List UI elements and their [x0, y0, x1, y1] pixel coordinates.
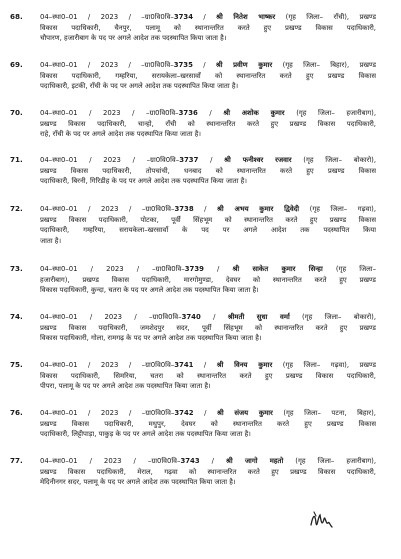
text-segment: (गृह जिला– बोकारो),	[289, 313, 376, 321]
entry-line	[40, 467, 376, 478]
text-segment: पदाधिकारी, बिरनी, गिरिडीह के पद पर अगले आदेश तक पदस्थापित किया जाता है।	[40, 177, 247, 186]
entry-line	[40, 119, 376, 130]
entry-line	[40, 323, 376, 334]
letter-number: 3739	[184, 265, 204, 273]
text-segment: प्रखण्ड विकास पदाधिकारी, मेराल, गढ़वा को स्थानान्तरित करते हुए प्रखण्ड विकास पदाधिकारी,	[40, 467, 376, 476]
entry-line	[40, 429, 376, 440]
text-segment: (गृह जिला– बिहार), प्रखण्ड	[272, 61, 376, 69]
entry-line	[40, 381, 376, 392]
text-segment: (गृह जिला– गढ़वा),	[299, 205, 376, 213]
text-segment: 04–स्था0–01 / 2023 / –ग्रा0वि0वि–	[40, 205, 175, 213]
letter-number: 3742	[174, 409, 194, 417]
officer-name: श्री अशोक कुमार	[223, 109, 285, 117]
text-segment: 04–स्था0–01 / 2023 / –ग्रा0वि0वि–	[40, 61, 174, 69]
entry-number: 71.	[10, 155, 23, 164]
text-segment: मेदिनीनगर सदर, पलामू के पद पर अगले आदेश तक पदस्थापित किया जाता है।	[40, 478, 236, 487]
letter-number: 3743	[180, 457, 200, 465]
order-entry	[10, 360, 376, 392]
text-segment: विकास पदाधिकारी, सिमरिया, चतरा को स्थानान्तरित करते हुए प्रखण्ड विकास पदाधिकारी,	[40, 371, 376, 380]
entry-line	[40, 419, 376, 430]
entry-line	[40, 60, 376, 71]
text-segment: (गृह जिला–	[322, 265, 376, 273]
text-segment: विकास पदाधिकारी, कुन्दा, चतरा के पद पर अगले आदेश तक पदस्थापित किया जाता है।	[40, 286, 259, 295]
entry-line	[40, 23, 376, 34]
text-segment: प्रखण्ड विकास पदाधिकारी, तोपचांची, धनबाद को स्थानान्तरित करते हुए प्रखण्ड विकास	[40, 166, 376, 175]
text-segment: /	[193, 409, 217, 417]
order-entry	[10, 155, 376, 187]
entry-number: 77.	[10, 456, 23, 465]
text-segment: हजारीबाग), प्रखण्ड विकास पदाधिकारी, मारगोमुण्डा, देवघर को स्थानान्तरित करते हुए प्रखण्ड	[40, 275, 376, 284]
text-segment: 04–स्था0–01 / 2023 / –ग्रा0वि0वि–	[40, 313, 182, 321]
order-entry	[10, 408, 376, 440]
text-segment: विकास पदाधिकारी, गोला, रामगढ़ के पद पर अगले आदेश तक पदस्थापित किया जाता है।	[40, 334, 262, 343]
order-entry	[10, 456, 376, 488]
text-segment: राहे, राँची के पद पर अगले आदेश तक पदस्थापित किया जाता है।	[40, 130, 201, 139]
entry-number: 75.	[10, 360, 23, 369]
entry-line	[40, 285, 376, 296]
officer-name: श्री फनीश्वर रजवार	[224, 156, 292, 164]
letter-number: 3741	[174, 361, 194, 369]
text-segment: पदाधिकारी, इटकी, राँची के पद पर अगले आदेश तक पदस्थापित किया जाता है।	[40, 82, 239, 91]
officer-name: श्रीमती सुधा वर्मा	[227, 313, 290, 321]
entry-line	[40, 236, 376, 247]
text-segment: 04–स्था0–01 / 2023 / –ग्रा0वि0वि–	[40, 409, 175, 417]
text-segment: 04–स्था0–01 / 2023 / –ग्रा0वि0वि–	[40, 13, 174, 21]
entry-line	[40, 166, 376, 177]
entry-line	[40, 12, 376, 23]
text-segment: (गृह जिला– हजारीबाग),	[284, 109, 376, 117]
text-segment: पीपरा, पलामू के पद पर अगले आदेश तक पदस्थापित किया जाता है।	[40, 382, 211, 391]
entry-line	[40, 360, 376, 371]
entry-line	[40, 275, 376, 286]
text-segment: 04–स्था0–01 / 2023 / –ग्रा0वि0वि–	[40, 457, 181, 465]
entry-number: 73.	[10, 264, 23, 273]
text-segment: 04–स्था0–01 / 2023 / –ग्रा0वि0वि–	[40, 109, 179, 117]
letter-number: 3738	[174, 205, 194, 213]
letter-number: 3735	[173, 61, 193, 69]
officer-name: श्री नितेश भाष्कर	[216, 13, 276, 21]
order-entry	[10, 12, 376, 44]
entry-number: 74.	[10, 312, 23, 321]
entry-line	[40, 477, 376, 488]
letter-number: 3737	[179, 156, 199, 164]
text-segment: /	[203, 265, 233, 273]
text-segment: /	[198, 156, 225, 164]
letter-number: 3740	[181, 313, 201, 321]
text-segment: (गृह जिला– गढ़वा), प्रखण्ड	[272, 361, 376, 369]
entry-line	[40, 225, 376, 236]
letter-number: 3736	[178, 109, 198, 117]
text-segment: प्रखण्ड विकास पदाधिकारी, पोटका, पूर्वी सिंहभूम को स्थानान्तरित करते हुए प्रखण्ड विकास	[40, 215, 376, 224]
text-segment: 04–स्था0–01 / 2023 / –ग्रा0वि0वि–	[40, 156, 180, 164]
entry-line	[40, 333, 376, 344]
entry-line	[40, 71, 376, 82]
entry-line	[40, 264, 376, 275]
text-segment: /	[193, 205, 218, 213]
officer-name: श्री साकेत कुमार सिन्हा	[232, 265, 323, 273]
text-segment: प्रखण्ड विकास पदाधिकारी, मधुपुर, देवघर को स्थानान्तरित करते हुए प्रखण्ड विकास	[40, 419, 376, 428]
officer-name: श्री जागो महतो	[226, 457, 284, 465]
entry-number: 69.	[10, 60, 23, 69]
entry-line	[40, 176, 376, 187]
text-segment: (गृह जिला– राँची), प्रखण्ड	[275, 13, 376, 21]
officer-name: श्री प्रवीण कुमार	[215, 61, 273, 69]
order-entry	[10, 312, 376, 344]
entry-line	[40, 204, 376, 215]
entry-line	[40, 33, 376, 44]
text-segment: 04–स्था0–01 / 2023 / –ग्रा0वि0वि–	[40, 265, 185, 273]
order-entry	[10, 264, 376, 296]
text-segment: (गृह जिला– बोकारो),	[291, 156, 376, 164]
letter-number: 3734	[173, 13, 194, 21]
entry-line	[40, 108, 376, 119]
text-segment: (गृह जिला– पटना, बिहार),	[272, 409, 376, 417]
entry-line	[40, 81, 376, 92]
order-entry	[10, 204, 376, 246]
entry-line	[40, 129, 376, 140]
entry-line	[40, 456, 376, 467]
text-segment: /	[199, 457, 227, 465]
handwritten-signature	[308, 509, 334, 533]
entry-line	[40, 408, 376, 419]
text-segment: प्रखण्ड विकास पदाधिकारी, चान्हो, राँची को स्थानान्तरित करते हुए प्रखण्ड विकास पदाधिकारी,	[40, 119, 376, 128]
text-segment: (गृह जिला– हजारीबाग),	[283, 457, 376, 465]
entry-number: 76.	[10, 408, 23, 417]
entry-line	[40, 155, 376, 166]
officer-name: श्री संजय कुमार	[216, 409, 273, 417]
order-entry	[10, 108, 376, 140]
text-segment: /	[200, 313, 228, 321]
entry-number: 70.	[10, 108, 23, 117]
entry-line	[40, 312, 376, 323]
officer-name: श्री विनय कुमार	[216, 361, 273, 369]
officer-name: श्री अभय कुमार द्विवेदी	[217, 205, 300, 213]
entry-number: 72.	[10, 204, 23, 213]
text-segment: /	[193, 13, 217, 21]
text-segment: प्रखण्ड विकास पदाधिकारी, जमशेदपुर सदर, पूर्वी सिंहभूम को स्थानान्तरित करते हुए प्रखण्ड	[40, 323, 376, 332]
order-entry	[10, 60, 376, 92]
text-segment: जाता है।	[40, 236, 62, 245]
text-segment: /	[197, 109, 224, 117]
text-segment: पदाधिकारी, गम्हरिया, सरायकेला–खरसावाँ के पद पर अगले आदेश तक पदस्थापित किया	[40, 226, 376, 235]
entry-line	[40, 215, 376, 226]
entry-number: 68.	[10, 12, 23, 21]
text-segment: विकास पदाधिकारी, गम्हरिया, सरायकेला–खरसावाँ को स्थानान्तरित करते हुए प्रखण्ड विकास	[40, 71, 376, 80]
text-segment: /	[192, 61, 216, 69]
text-segment: 04–स्था0–01 / 2023 / –ग्रा0वि0वि–	[40, 361, 175, 369]
text-segment: /	[193, 361, 217, 369]
text-segment: पदाधिकारी, लिट्टीपाड़ा, पाकुड़ के पद पर अगले आदेश तक पदस्थापित किया जाता है।	[40, 430, 251, 439]
text-segment: विकास पदाधिकारी, चैनपुर, पलामू को स्थानान्तरित करते हुए प्रखण्ड विकास पदाधिकारी,	[40, 23, 376, 32]
entry-line	[40, 371, 376, 382]
text-segment: चौपारण, हजारीबाग के पद पर अगले आदेश तक पदस्थापित किया जाता है।	[40, 34, 227, 43]
